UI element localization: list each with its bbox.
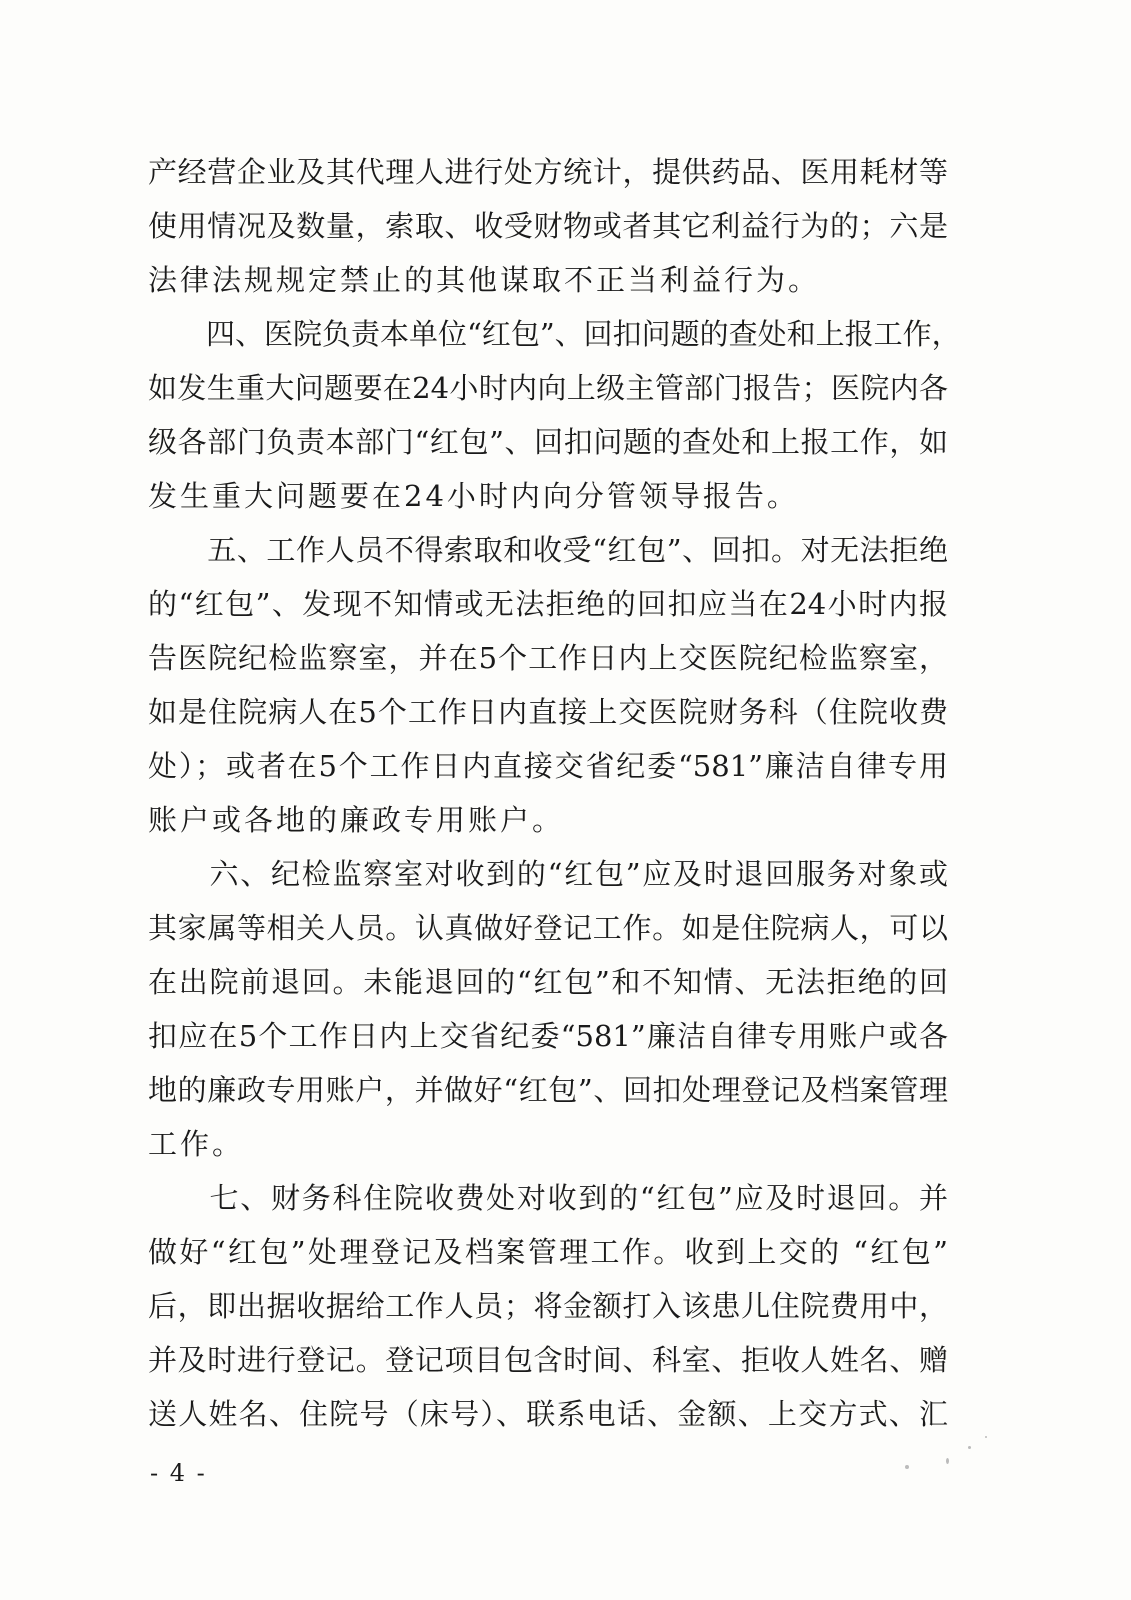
text-line: 处）；或者在5个工作日内直接交省纪委“581”廉洁自律专用 <box>148 749 948 783</box>
text-line: 五、工作人员不得索取和收受“红包”、回扣。对无法拒绝 <box>148 533 948 567</box>
text-line: 六、纪检监察室对收到的“红包”应及时退回服务对象或 <box>148 857 948 891</box>
text-line: 并及时进行登记。登记项目包含时间、科室、拒收人姓名、赠 <box>148 1343 948 1377</box>
text-line: 告医院纪检监察室，并在5个工作日内上交医院纪检监察室， <box>148 641 948 675</box>
text-line: 做好“红包”处理登记及档案管理工作。收到上交的 “红包” <box>148 1235 948 1269</box>
scan-speck <box>946 1458 949 1464</box>
text-line: 工作。 <box>148 1127 245 1161</box>
page-number: - 4 - <box>150 1459 207 1487</box>
text-line: 账户或各地的廉政专用账户。 <box>148 803 565 837</box>
text-line: 级各部门负责本部门“红包”、回扣问题的查处和上报工作，如 <box>148 425 948 459</box>
text-line: 扣应在5个工作日内上交省纪委“581”廉洁自律专用账户或各 <box>148 1019 948 1053</box>
text-line: 产经营企业及其代理人进行处方统计，提供药品、医用耗材等 <box>148 155 948 189</box>
scan-speck <box>968 1446 971 1449</box>
text-line: 后，即出据收据给工作人员；将金额打入该患儿住院费用中， <box>148 1289 948 1323</box>
text-line: 在出院前退回。未能退回的“红包”和不知情、无法拒绝的回 <box>148 965 948 999</box>
text-line: 如是住院病人在5个工作日内直接上交医院财务科（住院收费 <box>148 695 948 729</box>
text-line: 四、医院负责本单位“红包”、回扣问题的查处和上报工作， <box>148 317 961 351</box>
text-line: 地的廉政专用账户，并做好“红包”、回扣处理登记及档案管理 <box>148 1073 948 1107</box>
scan-speck <box>985 1436 987 1438</box>
text-line: 的“红包”、发现不知情或无法拒绝的回扣应当在24小时内报 <box>148 587 948 621</box>
text-line: 其家属等相关人员。认真做好登记工作。如是住院病人，可以 <box>148 911 948 945</box>
text-line: 使用情况及数量，索取、收受财物或者其它利益行为的；六是 <box>148 209 948 243</box>
text-line: 发生重大问题要在24小时内向分管领导报告。 <box>148 479 799 513</box>
text-line: 法律法规规定禁止的其他谋取不正当利益行为。 <box>148 263 821 297</box>
text-line: 送人姓名、住院号（床号）、联系电话、金额、上交方式、汇 <box>148 1397 948 1431</box>
text-line: 如发生重大问题要在24小时内向上级主管部门报告；医院内各 <box>148 371 948 405</box>
scan-speck <box>905 1465 909 1469</box>
body-text <box>148 145 961 1441</box>
text-line: 七、财务科住院收费处对收到的“红包”应及时退回。并 <box>148 1181 948 1215</box>
